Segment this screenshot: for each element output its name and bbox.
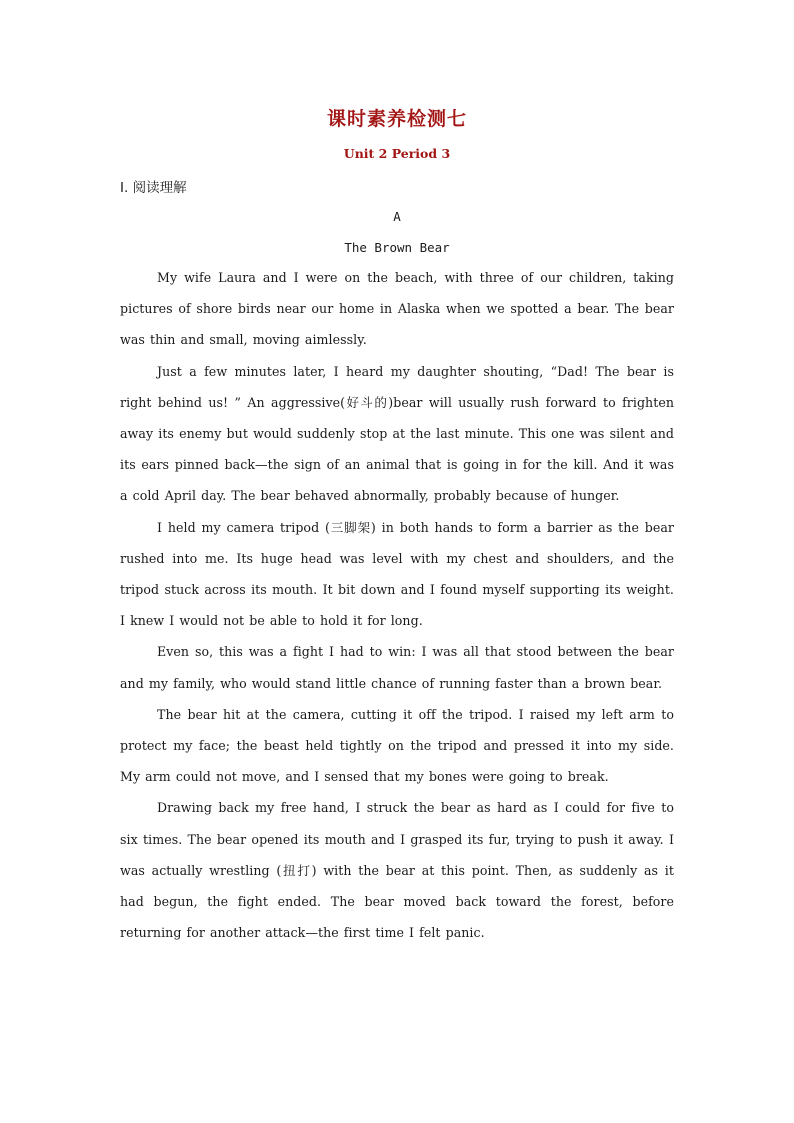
paragraph-2: Just a few minutes later, I heard my daughter shouting, “Dad! The bear is right behind us! ” An aggressive(好斗的)bear will usually rush forward to frighten away its enemy but would suddenly stop at the last minute. This one was silent and its ears pinned back—the sign of an animal that is going in for the kill. And it was a cold April day. The bear behaved abnormally, probably because of hunger.: [120, 363, 674, 504]
page-title: 课时素养检测七: [326, 108, 467, 130]
paragraph-5: The bear hit at the camera, cutting it off the tripod. I raised my left arm to protect my face; the beast held tightly on the tripod and pressed it into my side. My arm could not move, and I sensed that my bones were going to break.: [120, 706, 674, 785]
section-heading: Ⅰ. 阅读理解: [120, 180, 187, 196]
passage-title: The Brown Bear: [344, 240, 450, 255]
paragraph-1: My wife Laura and I were on the beach, with three of our children, taking pictures of shore birds near our home in Alaska when we spotted a bear. The bear was thin and small, moving aimlessly.: [120, 270, 674, 348]
passage-letter: A: [393, 209, 401, 224]
paragraph-4: Even so, this was a fight I had to win: I was all that stood between the bear and my family, who would stand little chance of running faster than a brown bear.: [120, 644, 674, 691]
paragraph-6: Drawing back my free hand, I struck the bear as hard as I could for five to six times. The bear opened its mouth and I grasped its fur, trying to push it away. I was actually wrestling (扭打) with the bear at this point. Then, as suddenly as it had begun, the fight ended. The bear moved back toward the forest, before returning for another attack—the first time I felt panic.: [120, 800, 674, 941]
paragraph-3: I held my camera tripod (三脚架) in both hands to form a barrier as the bear rushed into me. Its huge head was level with my chest and shoulders, and the tripod stuck across its mouth. It bit down and I found myself supporting its weight. I knew I would not be able to hold it for long.: [120, 519, 674, 629]
passage-body: [120, 262, 674, 948]
page-subtitle: Unit 2 Period 3: [343, 146, 451, 161]
